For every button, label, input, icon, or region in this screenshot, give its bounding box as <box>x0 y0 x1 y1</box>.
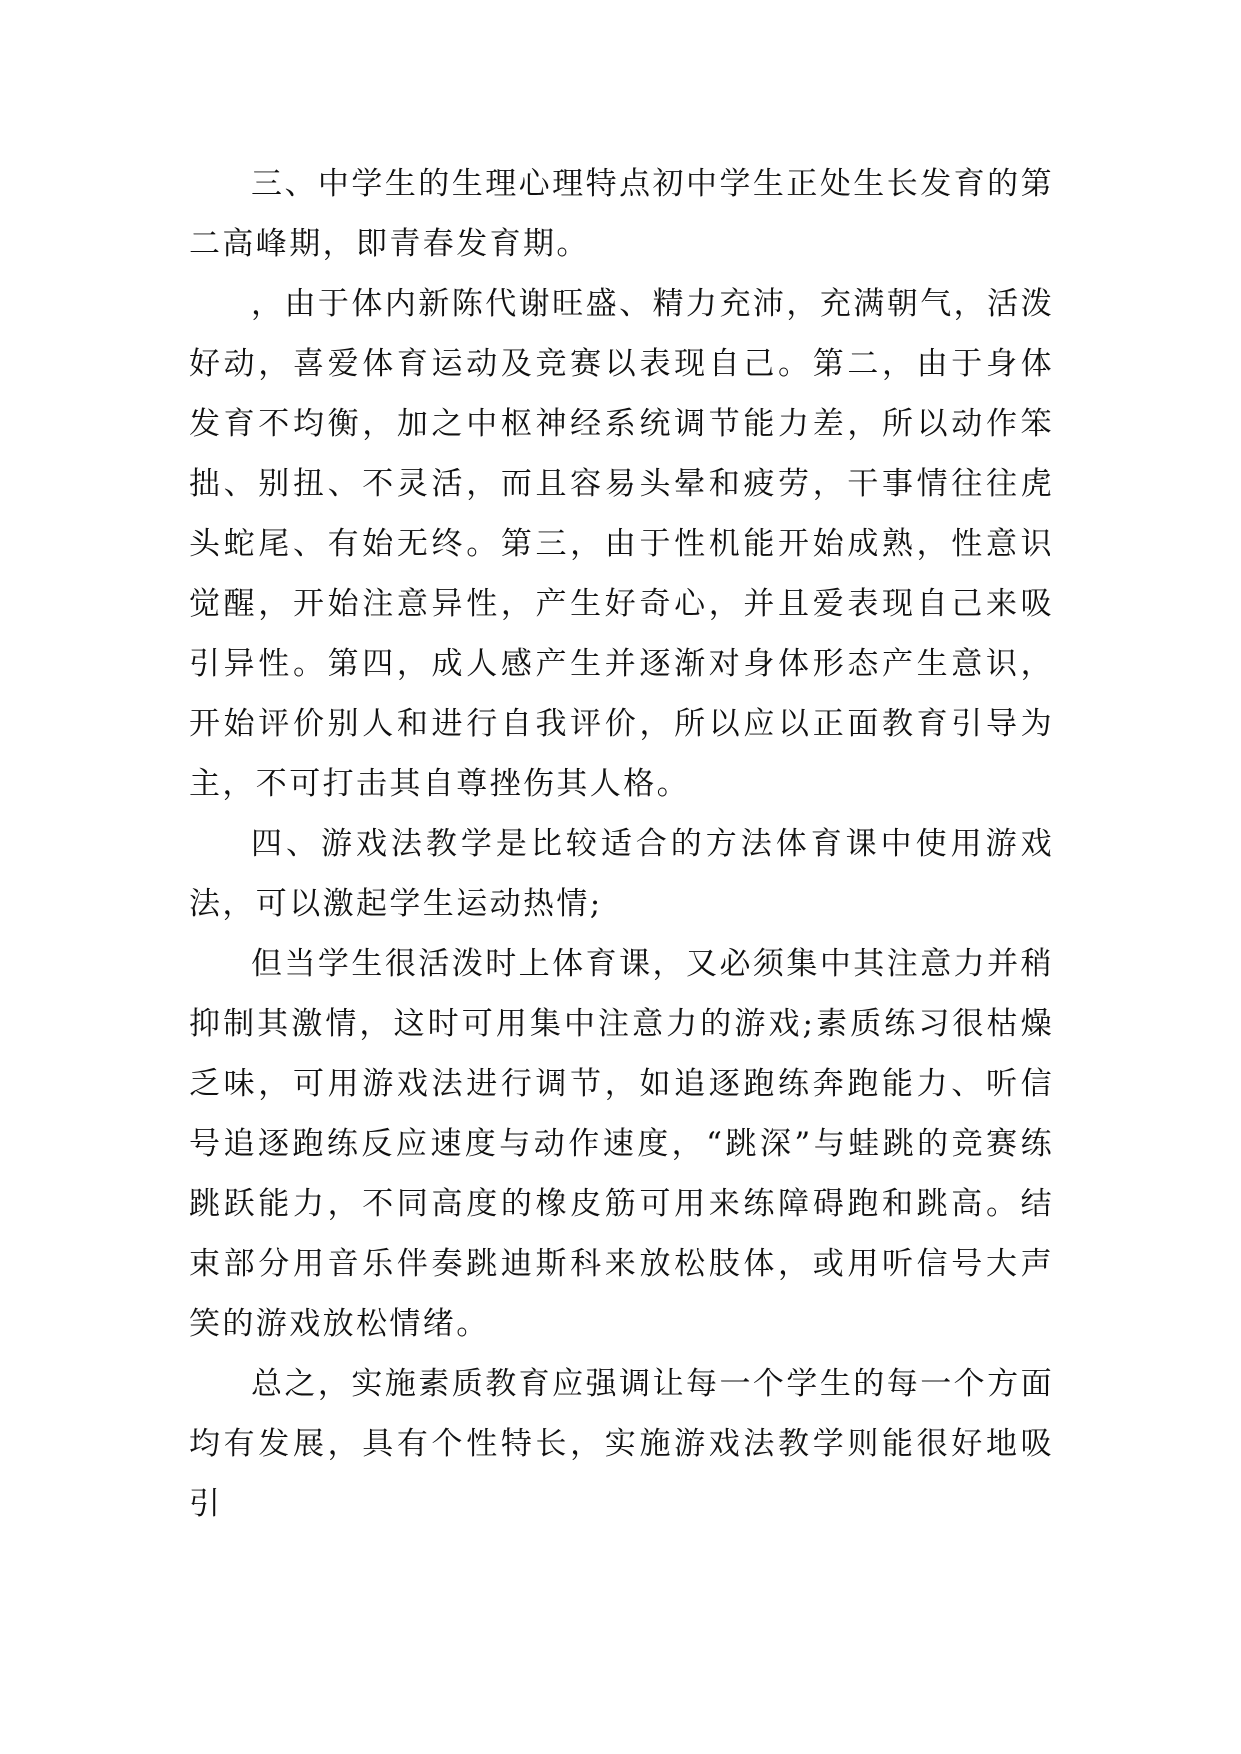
paragraph: 总之，实施素质教育应强调让每一个学生的每一个方面均有发展，具有个性特长，实施游戏法教学则能很好地吸引 <box>189 1366 1054 1522</box>
paragraph: 四、游戏法教学是比较适合的方法体育课中使用游戏法，可以激起学生运动热情; <box>189 826 1054 922</box>
paragraph: ，由于体内新陈代谢旺盛、精力充沛，充满朝气，活泼好动，喜爱体育运动及竞赛以表现自己。第二，由于身体发育不均衡，加之中枢神经系统调节能力差，所以动作笨拙、别扭、不灵活，而且容易头晕和疲劳，干事情往往虎头蛇尾、有始无终。第三，由于性机能开始成熟，性意识觉醒，开始注意异性，产生好奇心，并且爱表现自己来吸引异性。第四，成人感产生并逐渐对身体形态产生意识，开始评价别人和进行自我评价，所以应以正面教育引导为主，不可打击其自尊挫伤其人格。 <box>189 286 1054 802</box>
paragraph: 但当学生很活泼时上体育课，又必须集中其注意力并稍抑制其激情，这时可用集中注意力的游戏;素质练习很枯燥乏味，可用游戏法进行调节，如追逐跑练奔跑能力、听信号追逐跑练反应速度与动作速度，“跳深”与蛙跳的竞赛练跳跃能力，不同高度的橡皮筋可用来练障碍跑和跳高。结束部分用音乐伴奏跳迪斯科来放松肢体，或用听信号大声笑的游戏放松情绪。 <box>189 946 1054 1342</box>
document-body <box>189 154 1054 1534</box>
paragraph: 三、中学生的生理心理特点初中学生正处生长发育的第二高峰期，即青春发育期。 <box>189 166 1054 262</box>
